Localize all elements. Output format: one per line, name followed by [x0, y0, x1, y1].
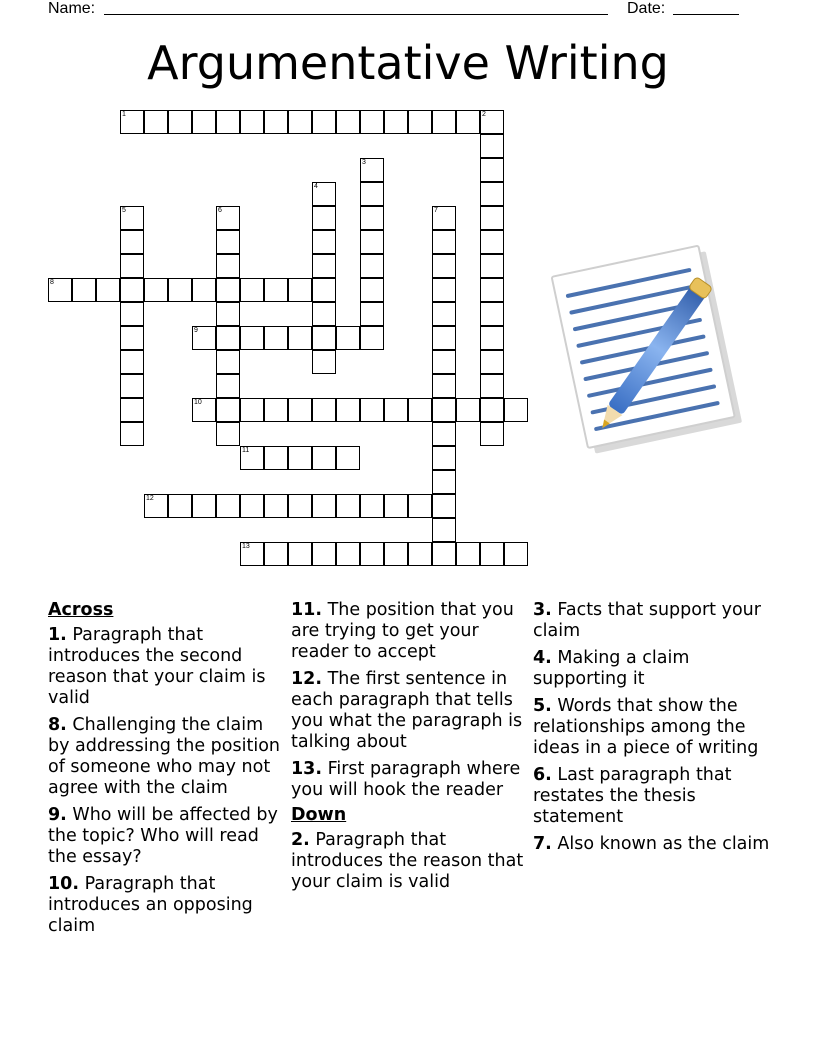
clue — [291, 600, 527, 663]
grid-cell[interactable] — [432, 470, 456, 494]
grid-cell[interactable] — [288, 110, 312, 134]
grid-cell[interactable] — [336, 110, 360, 134]
clue-number: 5 — [122, 207, 126, 214]
grid-cell[interactable] — [312, 254, 336, 278]
grid-cell[interactable] — [192, 494, 216, 518]
grid-cell[interactable] — [408, 542, 432, 566]
grid-cell[interactable] — [288, 494, 312, 518]
grid-cell[interactable] — [336, 542, 360, 566]
grid-cell[interactable] — [96, 278, 120, 302]
clue-text: Also known as the claim — [551, 834, 770, 854]
grid-cell[interactable] — [360, 326, 384, 350]
grid-cell[interactable] — [216, 302, 240, 326]
clue-number: 4. — [533, 648, 552, 668]
grid-cell[interactable] — [168, 110, 192, 134]
grid-cell[interactable] — [480, 110, 504, 134]
grid-cell[interactable] — [336, 446, 360, 470]
grid-cell[interactable] — [144, 278, 168, 302]
clue-number: 7. — [533, 834, 552, 854]
grid-cell[interactable] — [216, 350, 240, 374]
grid-cell[interactable] — [432, 374, 456, 398]
grid-cell[interactable] — [480, 422, 504, 446]
clue-number: 6 — [218, 207, 222, 214]
grid-cell[interactable] — [312, 230, 336, 254]
grid-cell[interactable] — [480, 350, 504, 374]
grid-cell[interactable] — [216, 398, 240, 422]
grid-cell[interactable] — [216, 206, 240, 230]
clues-column-1 — [48, 600, 286, 943]
clue — [291, 830, 527, 893]
grid-cell[interactable] — [456, 110, 480, 134]
grid-cell[interactable] — [120, 302, 144, 326]
clue — [533, 765, 771, 828]
clue — [291, 759, 527, 801]
grid-cell[interactable] — [216, 326, 240, 350]
grid-cell[interactable] — [288, 398, 312, 422]
grid-cell[interactable] — [288, 446, 312, 470]
grid-cell[interactable] — [360, 278, 384, 302]
clue-number: 3 — [362, 159, 366, 166]
grid-cell[interactable] — [240, 446, 264, 470]
clue-number: 5. — [533, 696, 552, 716]
clue-number: 13 — [242, 543, 250, 550]
name-label: Name: — [48, 0, 96, 17]
clue — [291, 669, 527, 753]
grid-cell[interactable] — [264, 494, 288, 518]
clue — [48, 625, 286, 709]
clue-number: 8. — [48, 715, 67, 735]
clue-number: 9 — [194, 327, 198, 334]
grid-cell[interactable] — [480, 254, 504, 278]
grid-cell[interactable] — [240, 110, 264, 134]
grid-cell[interactable] — [312, 302, 336, 326]
grid-cell[interactable] — [480, 134, 504, 158]
grid-cell[interactable] — [288, 326, 312, 350]
clue — [48, 874, 286, 937]
grid-cell[interactable] — [288, 278, 312, 302]
across-heading: Across — [48, 600, 114, 620]
grid-cell[interactable] — [120, 278, 144, 302]
grid-cell[interactable] — [408, 494, 432, 518]
grid-cell[interactable] — [480, 542, 504, 566]
grid-cell[interactable] — [48, 278, 72, 302]
grid-cell[interactable] — [432, 446, 456, 470]
grid-cell[interactable] — [360, 542, 384, 566]
grid-cell[interactable] — [480, 398, 504, 422]
grid-cell[interactable] — [432, 494, 456, 518]
page-title: Argumentative Writing — [147, 36, 669, 90]
grid-cell[interactable] — [432, 326, 456, 350]
clue-text: Paragraph that introduces an opposing claim — [48, 874, 253, 936]
clue-text: Paragraph that introduces the reason that your claim is valid — [291, 830, 524, 892]
grid-cell[interactable] — [144, 494, 168, 518]
grid-cell[interactable] — [432, 302, 456, 326]
clue-number: 8 — [50, 279, 54, 286]
grid-cell[interactable] — [312, 110, 336, 134]
grid-cell[interactable] — [480, 326, 504, 350]
grid-cell[interactable] — [432, 254, 456, 278]
grid-cell[interactable] — [216, 230, 240, 254]
grid-cell[interactable] — [240, 278, 264, 302]
grid-cell[interactable] — [480, 158, 504, 182]
clue — [533, 600, 771, 642]
grid-cell[interactable] — [216, 374, 240, 398]
clue-number: 10. — [48, 874, 80, 894]
grid-cell[interactable] — [192, 110, 216, 134]
grid-cell[interactable] — [312, 326, 336, 350]
grid-cell[interactable] — [504, 542, 528, 566]
grid-cell[interactable] — [360, 494, 384, 518]
clue-number: 9. — [48, 805, 67, 825]
grid-cell[interactable] — [480, 206, 504, 230]
grid-cell[interactable] — [264, 542, 288, 566]
grid-cell[interactable] — [408, 110, 432, 134]
grid-cell[interactable] — [264, 278, 288, 302]
clue-text: The first sentence in each paragraph that tells you what the paragraph is talking about — [291, 669, 523, 752]
grid-cell[interactable] — [312, 206, 336, 230]
clue — [533, 834, 771, 855]
grid-cell[interactable] — [312, 542, 336, 566]
grid-cell[interactable] — [216, 494, 240, 518]
grid-cell[interactable] — [504, 398, 528, 422]
grid-cell[interactable] — [120, 110, 144, 134]
grid-cell[interactable] — [120, 206, 144, 230]
clue-text: Challenging the claim by addressing the position of someone who may not agree with the claim — [48, 715, 281, 798]
clue-number: 11. — [291, 600, 323, 620]
grid-cell[interactable] — [240, 398, 264, 422]
clue-text: Last paragraph that restates the thesis statement — [533, 765, 732, 827]
grid-cell[interactable] — [216, 110, 240, 134]
grid-cell[interactable] — [216, 254, 240, 278]
clue-text: First paragraph where you will hook the reader — [291, 759, 521, 800]
grid-cell[interactable] — [360, 254, 384, 278]
grid-cell[interactable] — [336, 398, 360, 422]
grid-cell[interactable] — [336, 494, 360, 518]
clue — [533, 648, 771, 690]
grid-cell[interactable] — [240, 494, 264, 518]
grid-cell[interactable] — [312, 398, 336, 422]
grid-cell[interactable] — [168, 494, 192, 518]
clue-text: Paragraph that introduces the second reason that your claim is valid — [48, 625, 266, 708]
clue-text: Who will be affected by the topic? Who will read the essay? — [48, 805, 278, 867]
grid-cell[interactable] — [192, 278, 216, 302]
grid-cell[interactable] — [264, 446, 288, 470]
clue-number: 12. — [291, 669, 323, 689]
grid-cell[interactable] — [432, 422, 456, 446]
date-label: Date: — [627, 0, 666, 17]
clues-column-3 — [533, 600, 771, 861]
grid-cell[interactable] — [264, 110, 288, 134]
grid-cell[interactable] — [72, 278, 96, 302]
clue-number: 2 — [482, 111, 486, 118]
clue-text: The position that you are trying to get your reader to accept — [291, 600, 514, 662]
grid-cell[interactable] — [360, 158, 384, 182]
grid-cell[interactable] — [288, 542, 312, 566]
grid-cell[interactable] — [432, 230, 456, 254]
clue-number: 1 — [122, 111, 126, 118]
clue — [533, 696, 771, 759]
grid-cell[interactable] — [120, 374, 144, 398]
clue-number: 6. — [533, 765, 552, 785]
grid-cell[interactable] — [192, 398, 216, 422]
grid-cell[interactable] — [360, 302, 384, 326]
grid-cell[interactable] — [480, 302, 504, 326]
grid-cell[interactable] — [432, 206, 456, 230]
clue-text: Making a claim supporting it — [533, 648, 690, 689]
grid-cell[interactable] — [168, 278, 192, 302]
grid-cell[interactable] — [192, 326, 216, 350]
clue-number: 4 — [314, 183, 318, 190]
grid-cell[interactable] — [264, 326, 288, 350]
grid-cell[interactable] — [480, 230, 504, 254]
clue-number: 12 — [146, 495, 154, 502]
grid-cell[interactable] — [120, 422, 144, 446]
grid-cell[interactable] — [360, 230, 384, 254]
grid-cell[interactable] — [360, 398, 384, 422]
grid-cell[interactable] — [360, 206, 384, 230]
notepad-pencil-icon — [545, 240, 755, 455]
grid-cell[interactable] — [384, 542, 408, 566]
grid-cell[interactable] — [432, 542, 456, 566]
grid-cell[interactable] — [384, 110, 408, 134]
grid-cell[interactable] — [120, 398, 144, 422]
grid-cell[interactable] — [456, 398, 480, 422]
grid-cell[interactable] — [120, 254, 144, 278]
grid-cell[interactable] — [432, 110, 456, 134]
grid-cell[interactable] — [432, 518, 456, 542]
grid-cell[interactable] — [480, 182, 504, 206]
grid-cell[interactable] — [432, 398, 456, 422]
clue-text: Words that show the relationships among the ideas in a piece of writing — [533, 696, 759, 758]
grid-cell[interactable] — [408, 398, 432, 422]
clue-number: 7 — [434, 207, 438, 214]
grid-cell[interactable] — [240, 326, 264, 350]
clue-number: 11 — [242, 447, 250, 454]
clue — [48, 715, 286, 799]
grid-cell[interactable] — [264, 398, 288, 422]
clue-number: 13. — [291, 759, 323, 779]
clue — [48, 805, 286, 868]
grid-cell[interactable] — [312, 278, 336, 302]
grid-cell[interactable] — [432, 350, 456, 374]
clue-number: 10 — [194, 399, 202, 406]
grid-cell[interactable] — [120, 230, 144, 254]
grid-cell[interactable] — [312, 350, 336, 374]
clue-number: 2. — [291, 830, 310, 850]
grid-cell[interactable] — [312, 182, 336, 206]
grid-cell[interactable] — [360, 182, 384, 206]
grid-cell[interactable] — [456, 542, 480, 566]
grid-cell[interactable] — [336, 326, 360, 350]
clue-number: 1. — [48, 625, 67, 645]
grid-cell[interactable] — [360, 110, 384, 134]
clue-text: Facts that support your claim — [533, 600, 761, 641]
grid-cell[interactable] — [240, 542, 264, 566]
grid-cell[interactable] — [312, 446, 336, 470]
grid-cell[interactable] — [480, 374, 504, 398]
grid-cell[interactable] — [120, 350, 144, 374]
grid-cell[interactable] — [384, 494, 408, 518]
grid-cell[interactable] — [120, 326, 144, 350]
down-heading: Down — [291, 805, 347, 825]
grid-cell[interactable] — [312, 494, 336, 518]
grid-cell[interactable] — [432, 278, 456, 302]
grid-cell[interactable] — [480, 278, 504, 302]
clue-number: 3. — [533, 600, 552, 620]
grid-cell[interactable] — [216, 422, 240, 446]
grid-cell[interactable] — [384, 398, 408, 422]
grid-cell[interactable] — [144, 110, 168, 134]
grid-cell[interactable] — [216, 278, 240, 302]
clues-column-2 — [291, 600, 527, 899]
